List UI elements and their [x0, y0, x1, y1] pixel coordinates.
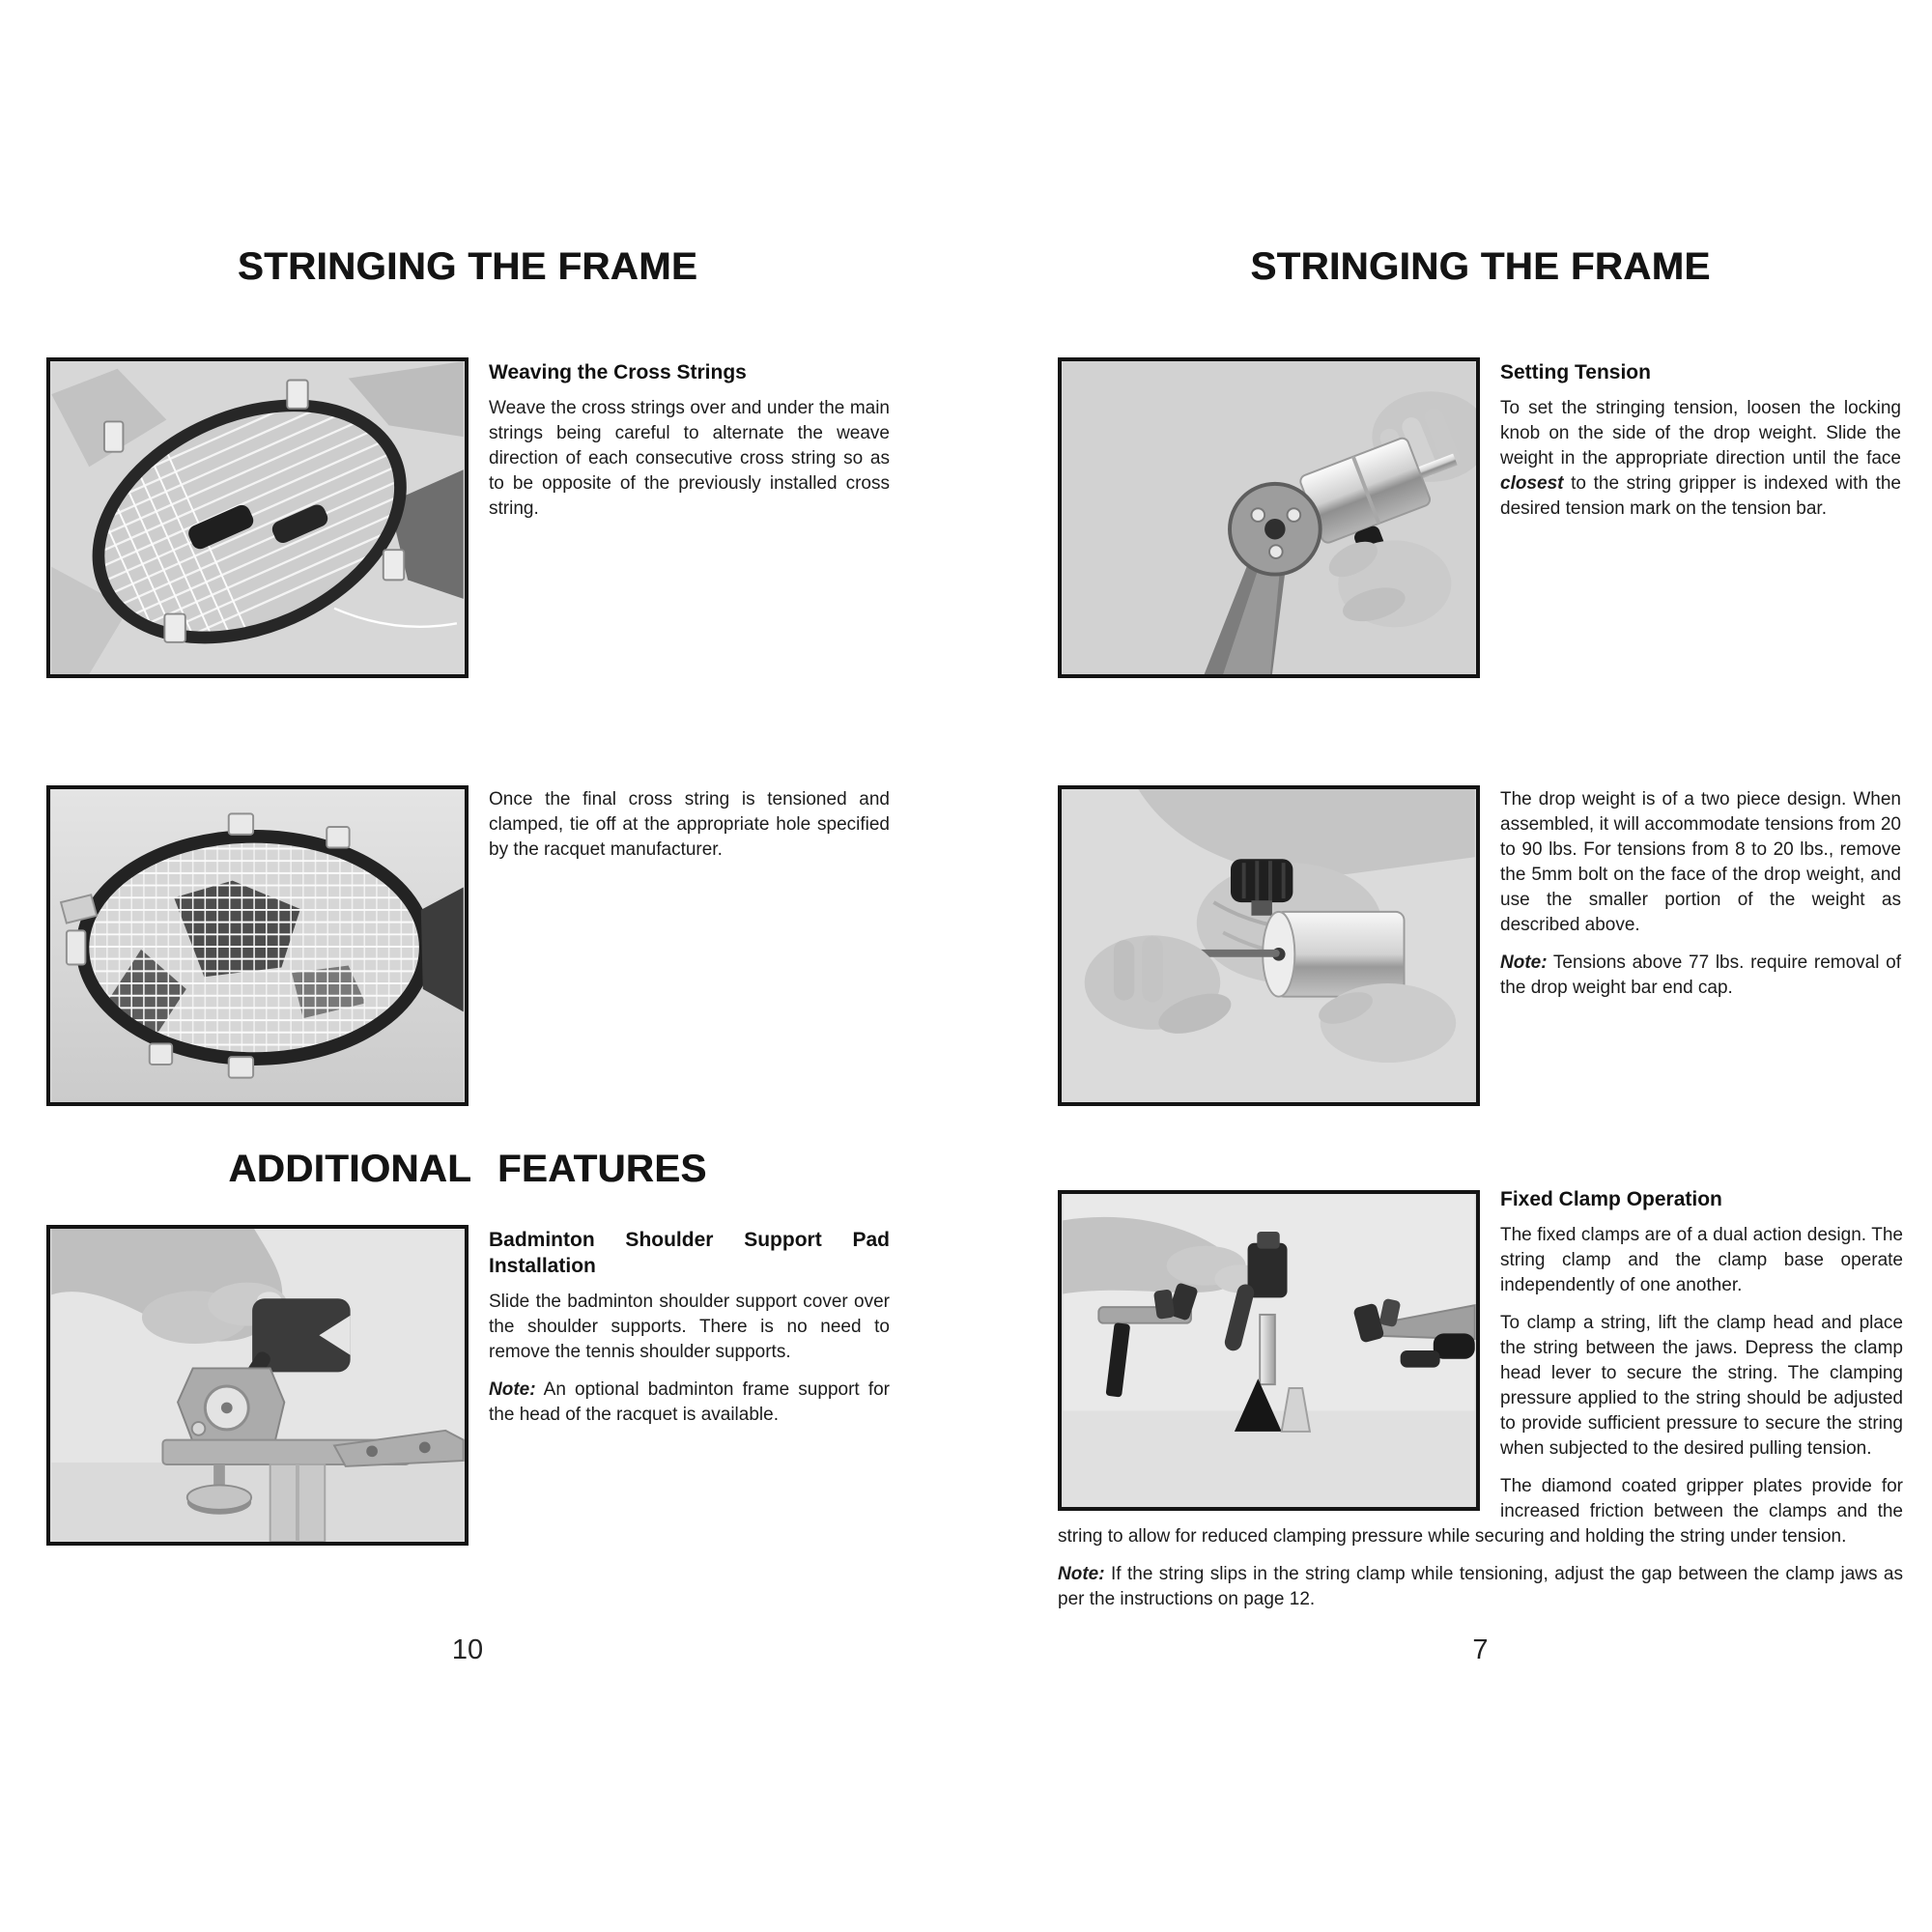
photo-strung-racquet — [46, 785, 469, 1106]
note-label: Note: — [1500, 952, 1548, 973]
page-number-left: 10 — [451, 1634, 484, 1665]
badminton-pad-illustration — [50, 1229, 465, 1542]
note-paragraph — [1058, 1562, 1903, 1612]
drop-weight-bar-illustration — [1062, 361, 1476, 674]
photo-drop-weight — [1058, 785, 1480, 1106]
body-paragraph: Slide the badminton shoulder support cover over the shoulder supports. There is no need to remove the tennis shoulder supports. — [489, 1292, 890, 1362]
additional-features-title: ADDITIONAL FEATURES — [228, 1148, 707, 1190]
body-paragraph: To clamp a string, lift the clamp head and place the string between the jaws. Depress the clamp head lever to secure the string. The clamping pressure applied to the string should be adjusted to provide sufficient pressure to secure the string when subjected to the desired pulling tension. — [1500, 1313, 1903, 1459]
note-label: Note: — [1058, 1564, 1105, 1584]
photo-fixed-clamp — [1058, 1190, 1480, 1511]
section-badminton-pad — [46, 1225, 889, 1546]
section-setting-tension — [1058, 357, 1903, 678]
section-heading: Badminton Shoulder Support Pad Installation — [489, 1229, 890, 1277]
text-weaving-cross-strings — [489, 359, 890, 534]
body-paragraph: The drop weight is of a two piece design. When assembled, it will accommodate tensions from 20 to 90 lbs. For tensions from 8 to 20 lbs., remove the 5mm bolt on the face of the drop weight, and use the smaller portion of the weight as described above. — [1500, 789, 1901, 935]
fixed-clamp-illustration — [1062, 1194, 1476, 1507]
body-paragraph: Weave the cross strings over and under the main strings being careful to alternate the weave direction of each consecutive cross string so as to be opposite of the previously installed cross string. — [489, 398, 890, 519]
note-label: Note: — [489, 1379, 536, 1400]
note-text: Tensions above 77 lbs. require removal of the drop weight bar end cap. — [1500, 952, 1901, 998]
racquet-weaving-illustration — [50, 361, 465, 674]
page-right — [1058, 0, 1903, 1932]
body-paragraph: Once the final cross string is tensioned and clamped, tie off at the appropriate hole specified by the racquet manufacturer. — [489, 789, 890, 860]
body-text: to the string gripper is indexed with the desired tension mark on the tension bar. — [1500, 473, 1901, 519]
section-weaving-cross-strings — [46, 357, 889, 678]
page-title-right: STRINGING THE FRAME — [1250, 245, 1711, 288]
body-text: To set the stringing tension, loosen the locking knob on the side of the drop weight. Slide the weight in the appropriate direction until the face — [1500, 398, 1901, 469]
photo-setting-tension — [1058, 357, 1480, 678]
note-paragraph — [1500, 951, 1901, 1001]
text-drop-weight-design — [1500, 787, 1901, 1013]
racquet-grid-illustration — [50, 789, 465, 1102]
note-paragraph — [489, 1378, 890, 1428]
emphasis-closest: closest — [1500, 473, 1564, 494]
drop-weight-hands-illustration — [1062, 789, 1476, 1102]
photo-badminton-pad — [46, 1225, 469, 1546]
text-setting-tension — [1500, 359, 1901, 534]
section-tie-off — [46, 785, 889, 1106]
page-left — [46, 0, 889, 1932]
section-drop-weight-design — [1058, 785, 1903, 1106]
body-paragraph — [1500, 396, 1901, 522]
photo-weaving-cross-strings — [46, 357, 469, 678]
note-text: An optional badminton frame support for the head of the racquet is available. — [489, 1379, 890, 1425]
body-paragraph: The fixed clamps are of a dual action design. The string clamp and the clamp base operate independently of one another. — [1500, 1225, 1903, 1295]
section-heading: Setting Tension — [1500, 361, 1651, 384]
section-heading: Fixed Clamp Operation — [1500, 1188, 1722, 1210]
body-paragraph: The diamond coated gripper plates provide for increased friction between the clamps and the string to allow for reduced clamping pressure while securing and holding the string under tension. — [1058, 1476, 1903, 1547]
section-fixed-clamp — [1058, 1186, 1903, 1625]
page-title-left: STRINGING THE FRAME — [237, 245, 698, 288]
page-number-right: 7 — [1472, 1634, 1489, 1665]
section-heading: Weaving the Cross Strings — [489, 361, 747, 384]
text-tie-off — [489, 787, 890, 875]
text-badminton-pad — [489, 1227, 890, 1440]
note-text: If the string slips in the string clamp while tensioning, adjust the gap between the clamp jaws as per the instructions on page 12. — [1058, 1564, 1903, 1609]
